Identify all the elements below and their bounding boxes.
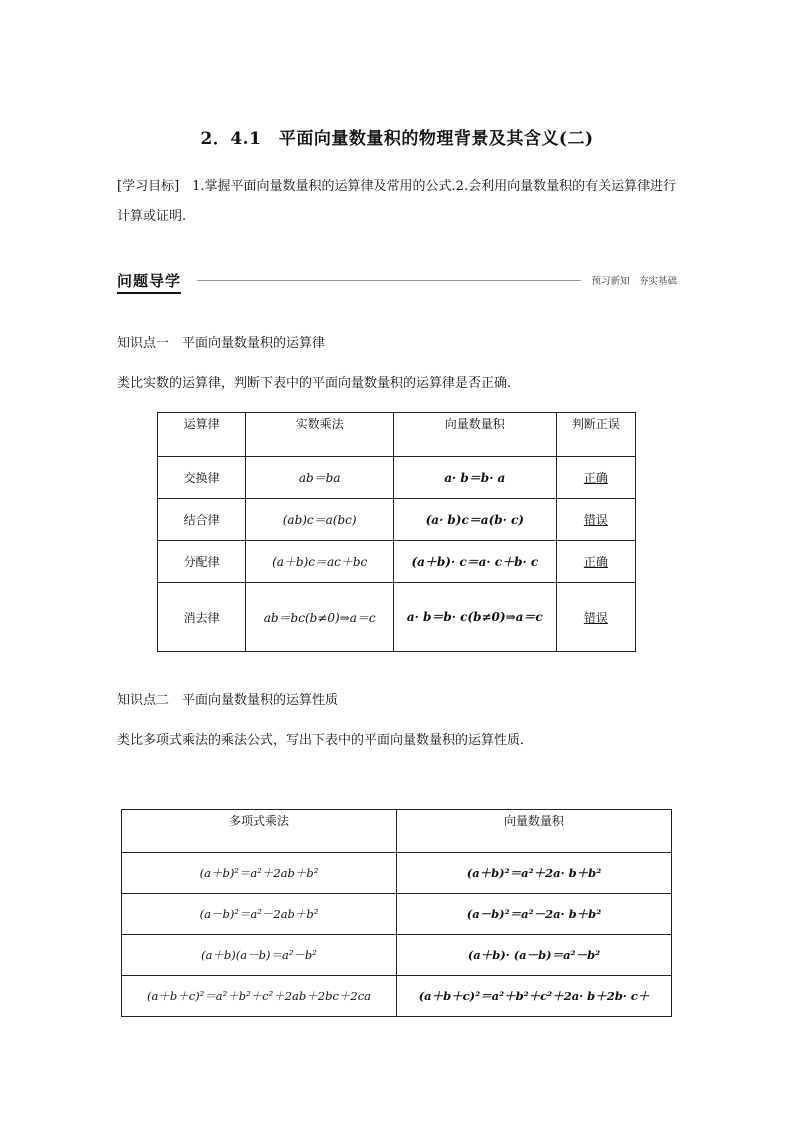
section-title: 问题导学 xyxy=(117,272,182,290)
polynomial-formula: (a－b)²＝a²－2ab＋b² xyxy=(122,894,397,935)
table-row xyxy=(122,853,672,894)
law-name: 消去律 xyxy=(158,583,246,652)
vector-formula: (a＋b＋c)²＝a²＋b²＋c²＋2a· b＋2b· c＋ xyxy=(397,976,672,1017)
table-header: 向量数量积 xyxy=(397,810,672,853)
section-tag: 预习新知 夯实基础 xyxy=(591,276,677,287)
table-header: 向量数量积 xyxy=(393,413,556,457)
operation-properties-table xyxy=(121,809,672,1017)
table-row xyxy=(158,457,636,499)
section-divider xyxy=(197,280,581,281)
judgement: 错误 xyxy=(556,583,635,652)
vector-formula: (a－b)²＝a²－2a· b＋b² xyxy=(397,894,672,935)
table-row xyxy=(158,541,636,583)
vector-formula: (a＋b)· (a－b)＝a²－b² xyxy=(397,935,672,976)
learning-objective: [学习目标] 1.掌握平面向量数量积的运算律及常用的公式.2.会利用向量数量积的有关运算律进行计算或证明. xyxy=(117,179,677,224)
knowledge-point-2-title: 知识点二 平面向量数量积的运算性质 xyxy=(117,693,339,708)
page-title: 2．4.1 平面向量数量积的物理背景及其含义(二) xyxy=(200,129,594,149)
real-formula: ab＝bc(b≠0)⇒a＝c xyxy=(246,583,394,652)
table-header: 实数乘法 xyxy=(246,413,394,457)
table-header: 判断正误 xyxy=(556,413,635,457)
knowledge-point-2-intro: 类比多项式乘法的乘法公式，写出下表中的平面向量数量积的运算性质． xyxy=(117,733,534,748)
table-header-row xyxy=(158,413,636,457)
knowledge-point-1-intro: 类比实数的运算律，判断下表中的平面向量数量积的运算律是否正确. xyxy=(117,376,512,391)
real-formula: ab＝ba xyxy=(246,457,394,499)
table-row xyxy=(122,976,672,1017)
real-formula: (ab)c＝a(bc) xyxy=(246,499,394,541)
law-name: 分配律 xyxy=(158,541,246,583)
table-row xyxy=(122,935,672,976)
vector-formula: (a＋b)· c＝a· c＋b· c xyxy=(393,541,556,583)
table-header-row xyxy=(122,810,672,853)
polynomial-formula: (a＋b＋c)²＝a²＋b²＋c²＋2ab＋2bc＋2ca xyxy=(122,976,397,1017)
table-header: 多项式乘法 xyxy=(122,810,397,853)
table-row xyxy=(158,499,636,541)
table-row xyxy=(122,894,672,935)
table-header: 运算律 xyxy=(158,413,246,457)
vector-formula: (a· b)c＝a(b· c) xyxy=(393,499,556,541)
law-name: 交换律 xyxy=(158,457,246,499)
judgement: 错误 xyxy=(556,499,635,541)
judgement: 正确 xyxy=(556,457,635,499)
polynomial-formula: (a＋b)²＝a²＋2ab＋b² xyxy=(122,853,397,894)
operation-laws-table xyxy=(157,412,636,652)
real-formula: (a＋b)c＝ac＋bc xyxy=(246,541,394,583)
vector-formula: a· b＝b· c(b≠0)⇒a＝c xyxy=(393,583,556,652)
polynomial-formula: (a＋b)(a－b)＝a²－b² xyxy=(122,935,397,976)
vector-formula: a· b＝b· a xyxy=(393,457,556,499)
law-name: 结合律 xyxy=(158,499,246,541)
vector-formula: (a＋b)²＝a²＋2a· b＋b² xyxy=(397,853,672,894)
judgement: 正确 xyxy=(556,541,635,583)
knowledge-point-1-title: 知识点一 平面向量数量积的运算律 xyxy=(117,336,326,351)
section-header xyxy=(117,270,677,292)
table-row xyxy=(158,583,636,652)
